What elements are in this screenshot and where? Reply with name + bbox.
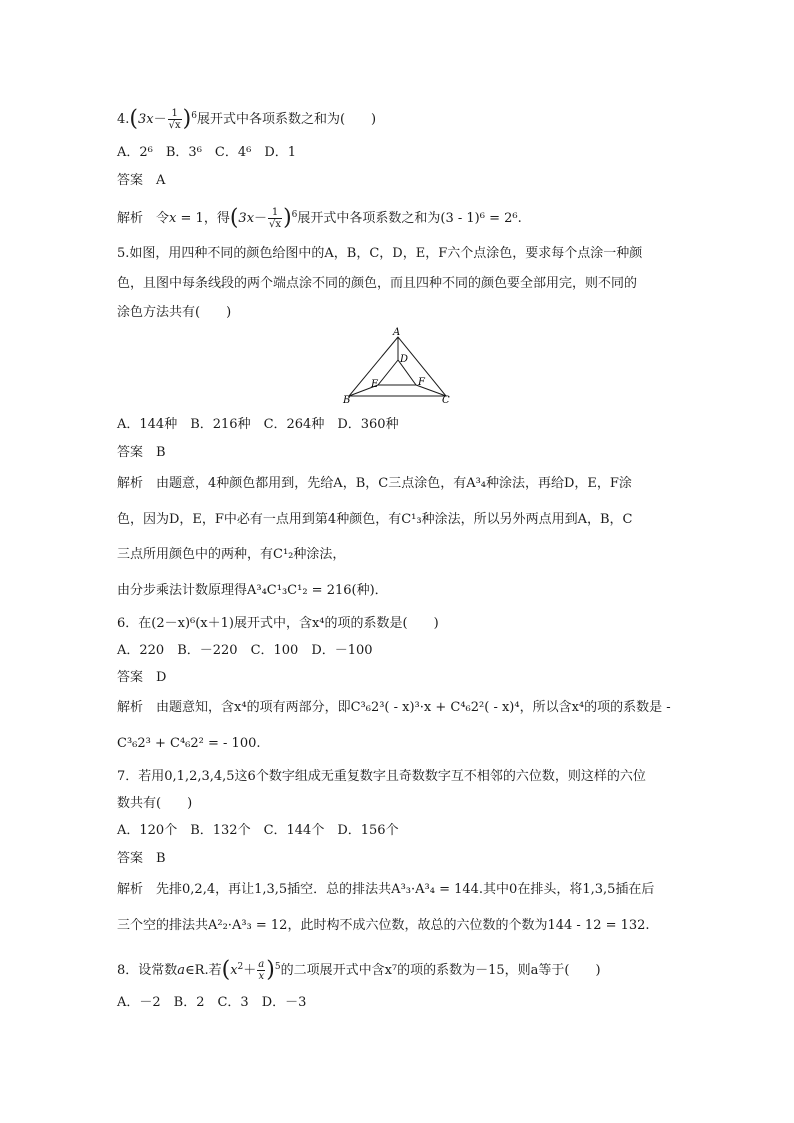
q5-analysis-line-1: 解析 由题意，4种颜色都用到，先给A，B，C三点涂色，有A³₄种涂法，再给D，E，F涂 — [117, 476, 632, 491]
q5-options: A．144种 B．216种 C．264种 D．360种 — [117, 417, 399, 432]
q7-analysis-line-1: 解析 先排0,2,4，再让1,3,5插空．总的排法共A³₃·A³₄ = 144.其中0在排头，将1,3,5插在后 — [117, 882, 655, 897]
q5-analysis-line-4: 由分步乘法计数原理得A³₄C¹₃C¹₂ = 216(种)． — [117, 583, 388, 598]
q8-options: A．－2 B．2 C．3 D．－3 — [117, 995, 307, 1010]
q6-options: A．220 B．－220 C．100 D．－100 — [117, 643, 373, 658]
label-D: D — [400, 354, 409, 365]
q7-stem-line-1: 7．若用0,1,2,3,4,5这6个数字组成无重复数字且奇数数字互不相邻的六位数，则这样的六位 — [117, 769, 646, 784]
q8-fraction: $\frac{a}{x}$ — [258, 959, 265, 982]
q4-analysis-fraction: $\frac{1}{√x}$ — [269, 207, 282, 230]
label-E: E — [371, 379, 379, 390]
q7-answer: 答案 B — [117, 851, 166, 866]
q5-stem-line-3: 涂色方法共有( ) — [117, 305, 232, 320]
q4-stem: 4.(3x－ $\frac{1}{√x}$ )$^6$展开式中各项系数之和为( ) — [117, 106, 377, 132]
q4-answer: 答案 A — [117, 173, 166, 188]
q6-answer: 答案 D — [117, 670, 167, 685]
q5-stem-line-2: 色，且图中每条线段的两个端点涂不同的颜色，而且四种不同的颜色要全部用完，则不同的 — [117, 276, 638, 291]
label-F: F — [418, 377, 425, 388]
q5-stem-line-1: 5.如图，用四种不同的颜色给图中的A，B，C，D，E，F六个点涂色，要求每个点涂一种颜 — [117, 246, 643, 261]
q4-fraction: $\frac{1}{√x}$ — [168, 108, 181, 131]
q7-options: A．120个 B．132个 C．144个 D．156个 — [117, 823, 399, 838]
q5-analysis-line-2: 色，因为D，E，F中必有一点用到第4种颜色，有C¹₃种涂法，所以另外两点用到A，B，C — [117, 512, 633, 527]
q6-analysis-line-2: C³₆2³ + C⁴₆2² = - 100. — [117, 736, 261, 751]
q4-analysis: 解析 令x = 1，得(3x－ $\frac{1}{√x}$ )$^6$展开式中各项系数之和为(3 - 1)⁶ = 2⁶. — [117, 205, 522, 231]
label-C: C — [442, 395, 450, 406]
q7-stem-line-2: 数共有( ) — [117, 796, 193, 811]
q6-analysis-line-1: 解析 由题意知，含x⁴的项有两部分，即C³₆2³( - x)³·x + C⁴₆2²( - x)⁴，所以含x⁴的项的系数是 - — [117, 700, 671, 715]
q7-analysis-line-2: 三个空的排法共A²₂·A³₃ = 12，此时构不成六位数，故总的六位数的个数为144 - 12 = 132. — [117, 918, 650, 933]
q5-answer: 答案 B — [117, 445, 166, 460]
inner-triangle — [378, 360, 416, 385]
q5-analysis-line-3: 三点所用颜色中的两种，有C¹₂种涂法， — [117, 547, 346, 562]
q8-stem: 8．设常数a∈R.若($x^2+$ $\frac{a}{x}$ )$^5$的二项展开式中含x⁷的项的系数为－15，则a等于( ) — [117, 957, 601, 983]
label-B: B — [343, 395, 351, 406]
triangle-figure — [335, 325, 465, 407]
q4-options: A．2⁶ B．3⁶ C．4⁶ D．1 — [117, 145, 297, 160]
label-A: A — [393, 327, 401, 338]
q6-stem: 6．在(2－x)⁶(x＋1)展开式中，含x⁴的项的系数是( ) — [117, 616, 439, 631]
